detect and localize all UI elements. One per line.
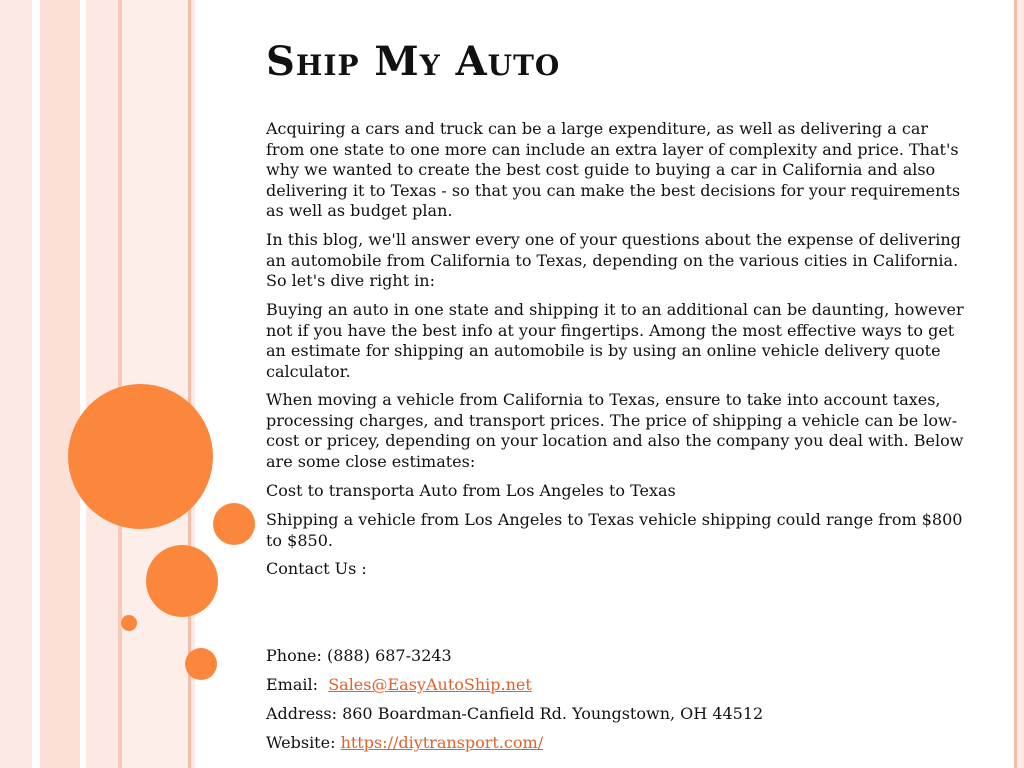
cost-range-paragraph: Shipping a vehicle from Los Angeles to Texas vehicle shipping could range from $800 to $850. — [266, 510, 963, 550]
decor-stripe — [86, 0, 118, 768]
phone-number: (888) 687-3243 — [326, 646, 452, 665]
moving-paragraph: When moving a vehicle from California to Texas, ensure to take into account taxes, processing charges, and transport prices. The price of shipping a vehicle can be low-cost or pricey, depending on your location and also the company you deal with. Below are some close estimates: — [266, 390, 964, 471]
decor-stripe — [40, 0, 80, 768]
decor-circle-tiny — [121, 615, 137, 631]
phone-line — [266, 646, 966, 667]
website-line — [266, 733, 966, 754]
buying-paragraph: Buying an auto in one state and shipping it to an additional can be daunting, however not if you have the best info at your fingertips. Among the most effective ways to get an estimate for shipping an automobile is by using an online vehicle delivery quote calculator. — [266, 300, 964, 381]
website-label: Website: — [266, 733, 341, 752]
page-title: Ship My Auto — [266, 38, 561, 85]
email-link[interactable]: Sales@EasyAutoShip.net — [328, 675, 532, 694]
phone-label: Phone: — [266, 646, 327, 665]
decor-stripe — [32, 0, 40, 768]
contact-heading: Contact Us : — [266, 559, 367, 578]
blog-paragraph: In this blog, we'll answer every one of your questions about the expense of delivering an automobile from California to Texas, depending on the various cities in California. So let's dive right in: — [266, 230, 961, 290]
decor-stripe — [0, 0, 32, 768]
decor-stripe-right — [1017, 0, 1024, 768]
cost-heading: Cost to transporta Auto from Los Angeles to Texas — [266, 481, 676, 500]
website-link[interactable]: https://diytransport.com/ — [340, 733, 544, 752]
email-label: Email: — [266, 675, 329, 694]
decor-circle-small — [213, 503, 255, 545]
address-line — [266, 704, 966, 725]
email-line — [266, 675, 966, 696]
decor-circle-large — [68, 384, 213, 529]
address-value: 860 Boardman-Canfield Rd. Youngstown, OH 44512 — [342, 704, 764, 723]
decor-circle-medium — [146, 545, 218, 617]
address-label: Address: — [266, 704, 343, 723]
decor-circle-small — [185, 648, 217, 680]
intro-paragraph: Acquiring a cars and truck can be a large expenditure, as well as delivering a car from one state to one more can include an extra layer of complexity and price. That's why we wanted to create the best cost guide to buying a car in California and also delivering it to Texas - so that you can make the best decisions for your requirements as well as budget plan. — [266, 119, 961, 220]
